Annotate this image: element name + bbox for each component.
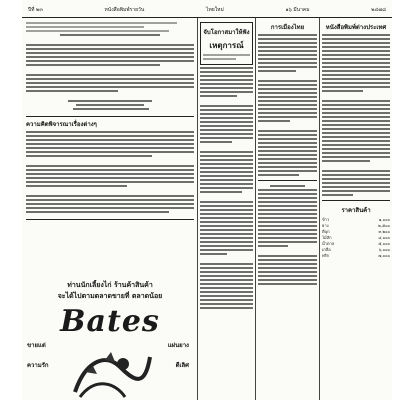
masthead-number: ๒๔๗๘ xyxy=(371,7,386,13)
ad-side-text: ความรัก xyxy=(27,362,49,369)
masthead-center: ไทยใหม่ xyxy=(205,7,224,13)
masthead-strip xyxy=(22,4,392,16)
table-row xyxy=(322,253,390,259)
ad-brand-logo: Bates xyxy=(60,304,160,339)
ad-side-text: แผ่นยาง xyxy=(167,342,189,349)
newspaper-page xyxy=(22,0,392,400)
table-cell-label: พริก xyxy=(322,253,330,258)
table-cell-value: ๒,๕๐๐ xyxy=(378,223,390,228)
column-divider xyxy=(319,18,320,400)
table-cell-label: ไม้สัก xyxy=(322,235,332,240)
table-cell-value: ๗,๐๐๐ xyxy=(378,253,390,258)
column-divider xyxy=(255,18,256,400)
table-cell-value: ๓,๒๐๐ xyxy=(378,229,390,234)
column-three xyxy=(258,20,317,398)
text-block xyxy=(26,22,194,110)
dragon-illustration-icon xyxy=(65,342,155,400)
text-block xyxy=(322,34,390,196)
table-cell-value: ๖,๐๐๐ xyxy=(378,247,390,252)
price-table-title: ราคาสินค้า xyxy=(341,207,371,214)
ad-headline: ท่านนักเลี้ยงไก่ ร้านค้าสินค้า xyxy=(67,280,153,289)
table-cell-label: เกลือ xyxy=(322,247,331,252)
masthead-rule xyxy=(22,17,392,18)
table-cell-label: ยาง xyxy=(322,223,329,228)
center-column xyxy=(200,20,253,398)
table-cell-label: ดีบุก xyxy=(322,229,330,234)
masthead-center-left: หนังสือพิมพ์รายวัน xyxy=(104,7,145,13)
table-cell-value: ๔,๐๐๐ xyxy=(378,235,390,240)
column-three-title: การเมืองไทย xyxy=(270,24,305,31)
ad-side-text: ดีเลิศ xyxy=(175,362,189,369)
price-table xyxy=(322,217,390,259)
section-rule xyxy=(26,219,194,220)
table-cell-label: ข้าว xyxy=(322,217,330,222)
column-divider xyxy=(197,18,198,400)
center-box xyxy=(200,22,253,65)
column-four xyxy=(322,20,390,398)
center-box-title: จับโอกาสมาให้ฟัง xyxy=(203,29,250,36)
bates-advertisement xyxy=(25,280,195,400)
text-block xyxy=(200,67,253,309)
section-rule xyxy=(322,200,390,201)
text-block xyxy=(258,34,317,285)
section-title: ความคิดพิจารณาเรื่องต่างๆ xyxy=(26,121,97,128)
section-rule xyxy=(26,116,194,117)
table-cell-label: น้ำตาล xyxy=(322,241,335,246)
masthead-left: ปีที่ ๒๓ xyxy=(28,7,43,13)
center-box-subtitle: เหตุการณ์ xyxy=(209,40,244,50)
text-block xyxy=(26,131,194,213)
left-column xyxy=(26,20,194,280)
ad-side-text: ขายแต่ xyxy=(27,342,46,349)
masthead-date: ๑๖ มีนาคม xyxy=(285,7,310,13)
table-cell-value: ๑,๐๐๐ xyxy=(378,217,390,222)
column-four-title: หนังสือพิมพ์ต่างประเทศ xyxy=(325,24,387,31)
ad-headline: จะได้ไปตามตลาดขายที่ ตลาดน้อย xyxy=(57,291,163,300)
table-cell-value: ๕,๐๐๐ xyxy=(378,241,390,246)
